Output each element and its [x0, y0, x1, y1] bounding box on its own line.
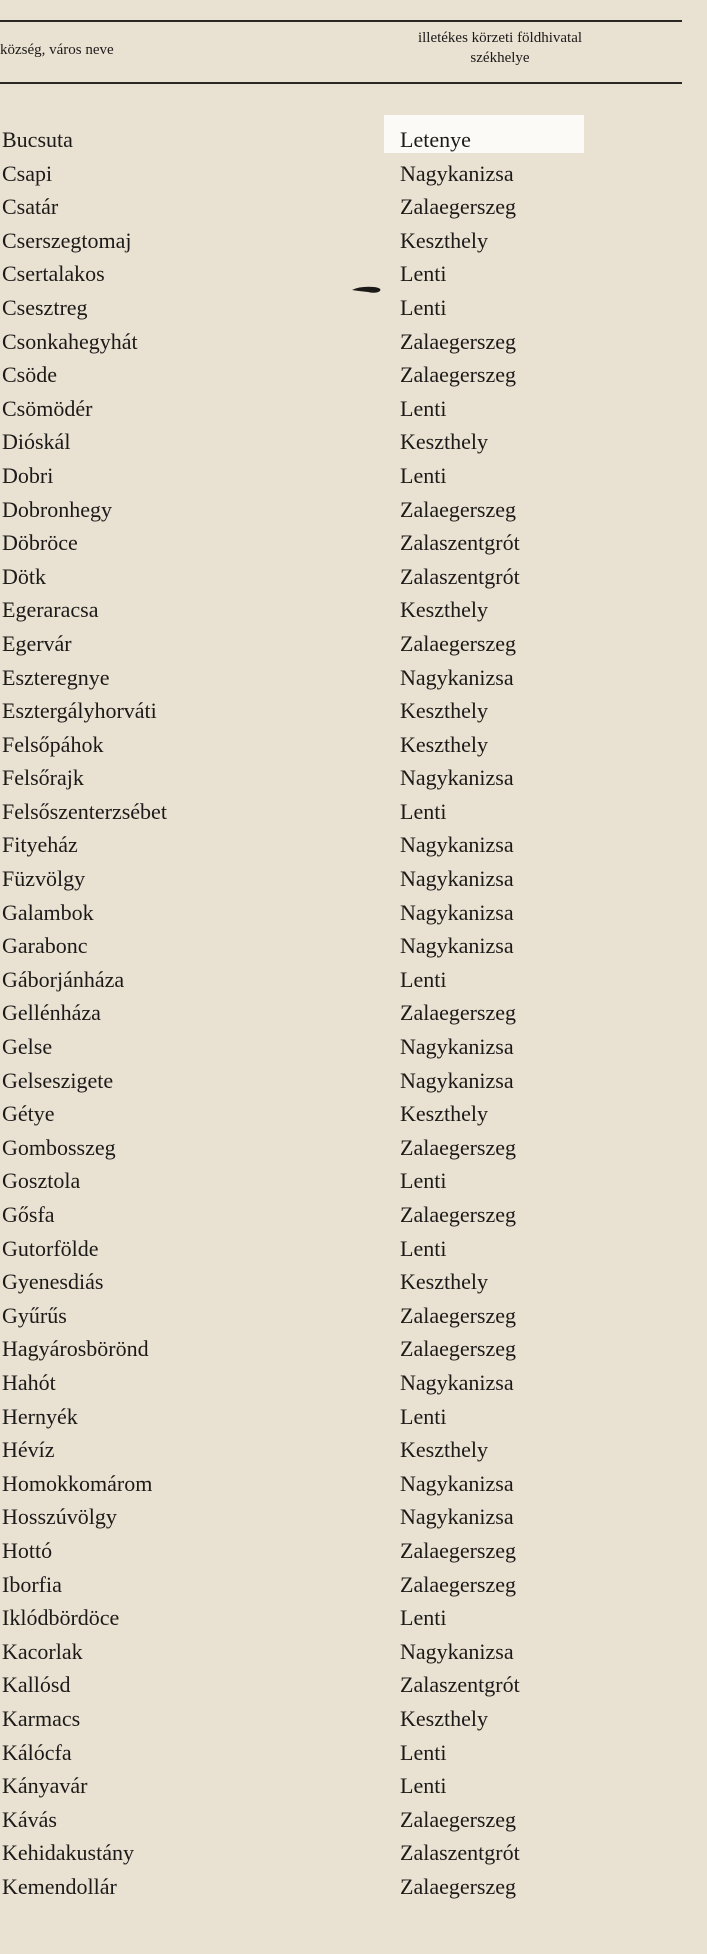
table-row	[0, 1064, 707, 1098]
settlement-name: Gombosszeg	[2, 1134, 116, 1160]
settlement-name: Kemendollár	[2, 1873, 117, 1899]
land-office-name: Lenti	[400, 966, 447, 992]
table-row	[0, 358, 707, 392]
land-office-name: Lenti	[400, 1235, 447, 1261]
settlement-name: Garabonc	[2, 933, 88, 959]
settlement-name: Kacorlak	[2, 1638, 83, 1664]
land-office-name: Zalaszentgrót	[400, 1840, 520, 1866]
table-row	[0, 1433, 707, 1467]
land-office-name: Nagykanizsa	[400, 664, 514, 690]
column-header-settlement: község, város neve	[0, 42, 114, 58]
settlement-name: Cserszegtomaj	[2, 227, 132, 253]
table-row	[0, 425, 707, 459]
settlement-name: Felsőszenterzsébet	[2, 798, 167, 824]
settlement-name: Egeraracsa	[2, 597, 99, 623]
settlement-name: Hahót	[2, 1369, 56, 1395]
table-row	[0, 157, 707, 191]
land-office-name: Nagykanizsa	[400, 1638, 514, 1664]
column-header-land-office-line2: székhelye	[470, 50, 530, 66]
land-office-name: Lenti	[400, 1739, 447, 1765]
settlement-name: Csapi	[2, 160, 53, 186]
settlement-name: Fityeház	[2, 832, 78, 858]
settlement-name: Gellénháza	[2, 1000, 101, 1026]
table-row	[0, 1500, 707, 1534]
settlement-name: Bucsuta	[2, 127, 73, 152]
land-office-name: Zalaegerszeg	[400, 1873, 517, 1899]
land-office-name: Zalaszentgrót	[400, 563, 520, 589]
table-row	[0, 1668, 707, 1702]
table-row	[0, 896, 707, 930]
land-office-name: Zalaegerszeg	[400, 1202, 517, 1227]
land-office-name: Lenti	[400, 462, 447, 488]
land-office-name: Lenti	[400, 798, 447, 824]
table-row	[0, 1265, 707, 1299]
table-row	[0, 291, 707, 325]
land-office-name: Zalaszentgrót	[400, 1672, 520, 1698]
land-office-name: Zalaegerszeg	[400, 1134, 517, 1160]
table-row	[0, 828, 707, 862]
table-row	[0, 593, 707, 627]
table-row	[0, 493, 707, 527]
table-row	[0, 123, 707, 157]
settlement-name: Gáborjánháza	[2, 966, 125, 992]
land-office-name: Lenti	[400, 261, 447, 287]
table-row	[0, 325, 707, 359]
land-office-name: Keszthely	[400, 698, 488, 724]
table-row	[0, 862, 707, 896]
land-office-name: Keszthely	[400, 1101, 488, 1127]
table-row	[0, 761, 707, 795]
table-row	[0, 1366, 707, 1400]
table-row	[0, 661, 707, 695]
land-office-name: Keszthely	[400, 429, 488, 455]
land-office-name: Nagykanizsa	[400, 1067, 514, 1093]
settlement-name: Karmacs	[2, 1705, 81, 1731]
settlement-name: Esztergályhorváti	[2, 698, 157, 724]
settlement-name: Dobronhegy	[2, 496, 112, 522]
table-row	[0, 627, 707, 661]
land-office-name: Zalaegerszeg	[400, 362, 517, 388]
settlement-name: Egervár	[2, 630, 72, 656]
settlement-name: Iklódbördöce	[2, 1605, 120, 1631]
settlement-name: Eszteregnye	[2, 664, 110, 690]
land-office-name: Nagykanizsa	[400, 160, 514, 186]
settlement-name: Gelseszigete	[2, 1067, 114, 1093]
settlement-name: Hosszúvölgy	[2, 1504, 117, 1530]
table-row	[0, 996, 707, 1030]
settlement-name: Felsőrajk	[2, 765, 84, 791]
land-office-name: Zalaegerszeg	[400, 1537, 517, 1563]
land-office-name: Keszthely	[400, 1269, 488, 1295]
table-row	[0, 1299, 707, 1333]
table-row	[0, 1400, 707, 1434]
land-office-name: Nagykanizsa	[400, 899, 514, 925]
table-row	[0, 1568, 707, 1602]
settlement-name: Kehidakustány	[2, 1840, 134, 1866]
settlement-name: Hernyék	[2, 1403, 78, 1429]
settlement-name: Csöde	[2, 362, 57, 388]
settlement-name: Csatár	[2, 194, 59, 220]
table-row	[0, 257, 707, 291]
table-row	[0, 929, 707, 963]
table-row	[0, 560, 707, 594]
settlement-name: Csertalakos	[2, 261, 105, 287]
settlement-name: Gosztola	[2, 1168, 81, 1194]
settlement-name: Kallósd	[2, 1672, 71, 1698]
land-office-name: Nagykanizsa	[400, 1369, 514, 1395]
land-office-name: Lenti	[400, 1773, 447, 1799]
table-row	[0, 526, 707, 560]
land-office-name: Zalaegerszeg	[400, 1336, 517, 1362]
settlement-name: Csonkahegyhát	[2, 328, 138, 354]
settlement-name: Kávás	[2, 1806, 57, 1832]
land-office-name: Keszthely	[400, 597, 488, 623]
land-office-name: Zalaegerszeg	[400, 328, 517, 354]
land-office-name: Keszthely	[400, 1705, 488, 1731]
settlement-name: Füzvölgy	[2, 866, 86, 892]
table-row	[0, 1534, 707, 1568]
table-row	[0, 1769, 707, 1803]
table-row	[0, 190, 707, 224]
table-row	[0, 1164, 707, 1198]
table-row	[0, 694, 707, 728]
settlement-name: Csömödér	[2, 395, 93, 421]
table-row	[0, 459, 707, 493]
land-office-name: Lenti	[400, 1403, 447, 1429]
land-office-name: Letenye	[400, 127, 471, 152]
land-office-name: Zalaegerszeg	[400, 1571, 517, 1597]
settlement-name: Hottó	[2, 1537, 53, 1563]
settlement-name: Csesztreg	[2, 294, 88, 320]
land-office-name: Lenti	[400, 395, 447, 421]
settlement-name: Dötk	[2, 563, 46, 589]
table-row	[0, 1635, 707, 1669]
land-office-name: Keszthely	[400, 731, 488, 757]
settlement-name: Gétye	[2, 1101, 55, 1127]
land-office-name: Zalaegerszeg	[400, 496, 517, 522]
land-office-name: Nagykanizsa	[400, 1504, 514, 1530]
land-office-name: Nagykanizsa	[400, 866, 514, 892]
table-row	[0, 1803, 707, 1837]
table-row	[0, 1870, 707, 1904]
table-row	[0, 1736, 707, 1770]
table-row	[0, 1131, 707, 1165]
table-row	[0, 1198, 707, 1232]
column-header-land-office	[348, 28, 652, 68]
settlement-name: Iborfia	[2, 1571, 62, 1597]
table-row	[0, 1601, 707, 1635]
table-row	[0, 795, 707, 829]
settlement-table	[0, 123, 707, 1903]
land-office-name: Keszthely	[400, 227, 488, 253]
land-office-name: Nagykanizsa	[400, 1470, 514, 1496]
settlement-name: Kányavár	[2, 1773, 88, 1799]
land-office-name: Zalaegerszeg	[400, 1806, 517, 1832]
land-office-name: Lenti	[400, 294, 447, 320]
land-office-name: Zalaegerszeg	[400, 1302, 517, 1328]
land-office-name: Zalaszentgrót	[400, 530, 520, 556]
settlement-name: Hévíz	[2, 1437, 55, 1463]
settlement-name: Homokkomárom	[2, 1470, 153, 1496]
land-office-name: Nagykanizsa	[400, 1034, 514, 1060]
land-office-name: Zalaegerszeg	[400, 1000, 517, 1026]
table-row	[0, 1467, 707, 1501]
table-row	[0, 728, 707, 762]
table-row	[0, 963, 707, 997]
land-office-name: Nagykanizsa	[400, 765, 514, 791]
settlement-name: Gősfa	[2, 1202, 55, 1227]
settlement-name: Galambok	[2, 899, 94, 925]
settlement-name: Felsőpáhok	[2, 731, 104, 757]
land-office-name: Lenti	[400, 1605, 447, 1631]
table-row	[0, 1030, 707, 1064]
land-office-name: Zalaegerszeg	[400, 194, 517, 220]
settlement-name: Kálócfa	[2, 1739, 72, 1765]
settlement-name: Gelse	[2, 1034, 53, 1060]
settlement-name: Hagyárosbörönd	[2, 1336, 149, 1362]
header-rule	[0, 82, 682, 84]
settlement-name: Gyenesdiás	[2, 1269, 104, 1295]
table-row	[0, 1836, 707, 1870]
table-row	[0, 1232, 707, 1266]
table-row	[0, 1702, 707, 1736]
table-row	[0, 1332, 707, 1366]
settlement-name: Dobri	[2, 462, 54, 488]
settlement-name: Gutorfölde	[2, 1235, 99, 1261]
table-row	[0, 1097, 707, 1131]
table-row	[0, 392, 707, 426]
land-office-name: Zalaegerszeg	[400, 630, 517, 656]
settlement-name: Dióskál	[2, 429, 71, 455]
top-rule	[0, 20, 682, 22]
land-office-name: Lenti	[400, 1168, 447, 1194]
land-office-name: Nagykanizsa	[400, 832, 514, 858]
land-office-name: Keszthely	[400, 1437, 488, 1463]
column-header-land-office-line1: illetékes körzeti földhivatal	[417, 30, 583, 46]
settlement-name: Gyűrűs	[2, 1302, 67, 1328]
land-office-name: Nagykanizsa	[400, 933, 514, 959]
table-row	[0, 224, 707, 258]
settlement-name: Döbröce	[2, 530, 78, 556]
